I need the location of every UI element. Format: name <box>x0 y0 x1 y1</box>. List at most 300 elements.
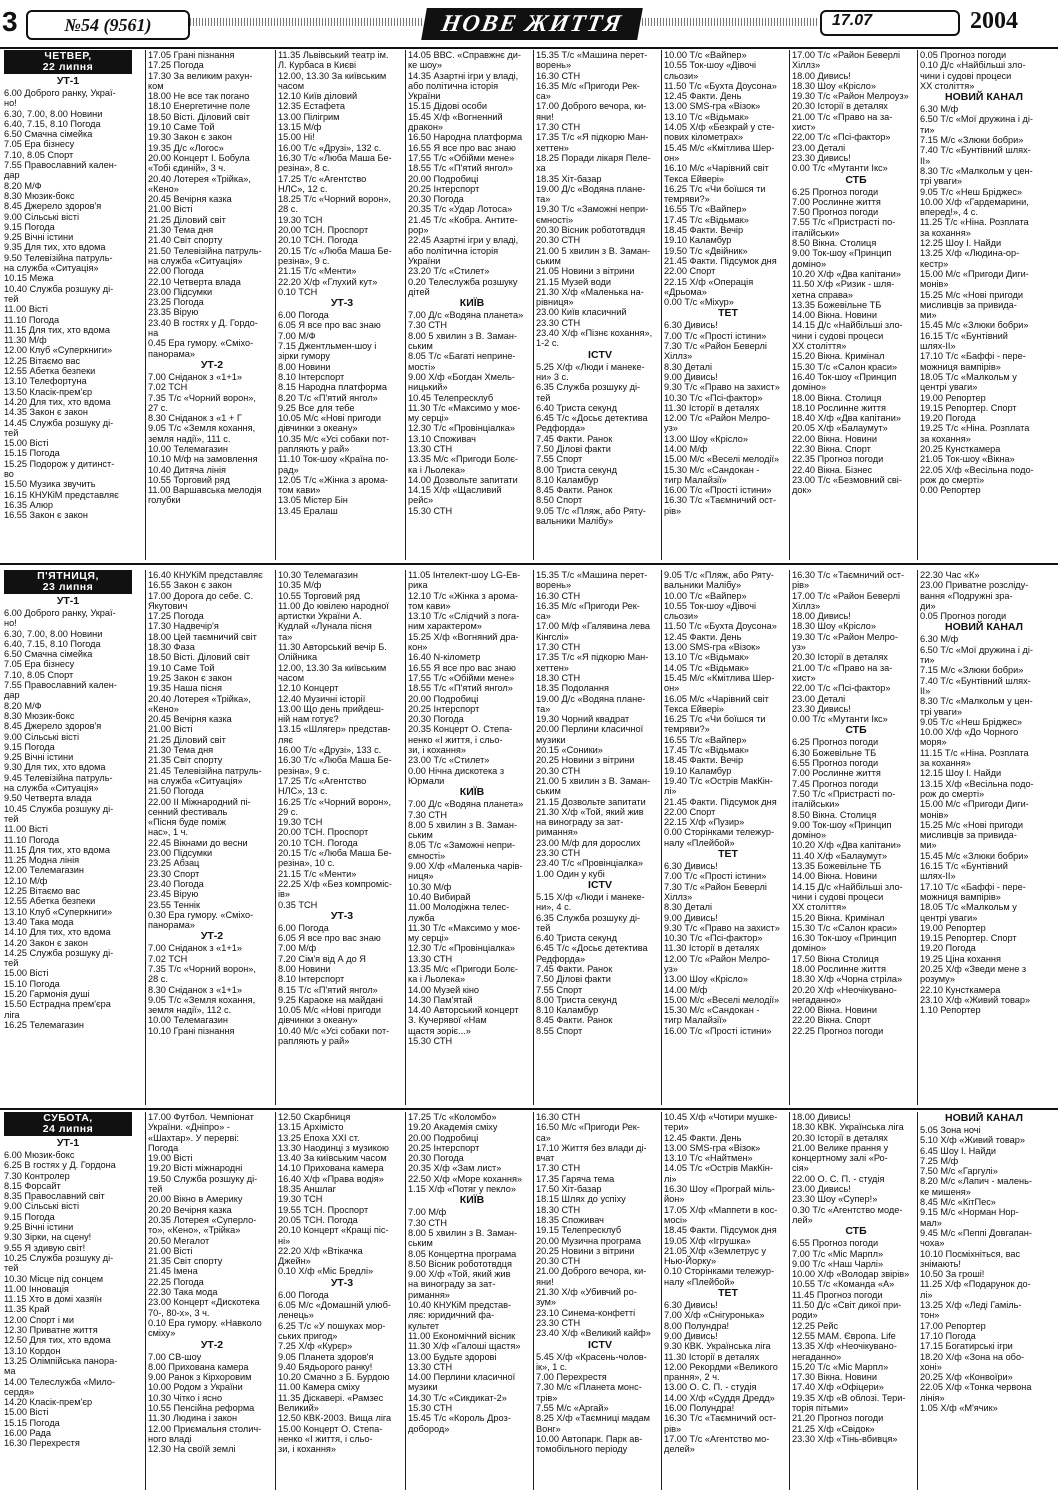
page-number: 3 <box>2 6 18 37</box>
program-line: 18.00 Цей таємничий світ <box>148 631 257 642</box>
program-line: 12.30 Т/с «Провінціалка» <box>408 943 515 954</box>
program-line: 15.20 Гармонія душі <box>4 988 90 999</box>
program-line: ським <box>408 341 433 352</box>
program-line: 21.00 Вісті <box>148 724 193 735</box>
program-line: 12.50 Скарбниця <box>278 1112 351 1122</box>
program-line: 10.35 М/ф <box>278 580 322 591</box>
program-line: 18.15 Шлях до успіху <box>536 1194 626 1205</box>
program-line: 18.45 Факти. Підсумок дня <box>664 1225 777 1236</box>
program-line: 7.02 ТСН <box>148 382 188 393</box>
listing-column <box>408 570 536 1105</box>
program-line: 23.00 Київ класичний <box>536 307 627 318</box>
program-line: ми» <box>920 840 937 851</box>
program-line: 18.30 СТН <box>536 1204 581 1215</box>
program-line: 6.50 Т/с «Мої дружина і ді- <box>920 644 1033 655</box>
program-line: лінія» <box>920 1392 945 1403</box>
program-line: Джейн» <box>278 1256 311 1267</box>
program-line: або політична історія <box>408 245 499 256</box>
program-line: 17.30 СТН <box>536 122 581 133</box>
program-line: 14.10 Прихована камера <box>278 1163 384 1174</box>
program-line: 20.35 Т/с «Удар Лотоса» <box>408 204 513 215</box>
program-line: 6.50 Смачна сімейка <box>4 649 93 660</box>
program-line: йон» <box>664 1194 685 1205</box>
program-line: 15.00 М/с «Пригоди Диги- <box>920 268 1029 279</box>
program-line: 11.30 Історії в деталях <box>664 943 760 954</box>
program-line: 12.40 Музичні історії <box>278 693 366 704</box>
program-line: ІІ» <box>920 685 931 696</box>
program-line: 22.20 Х/ф «Втікачка <box>278 1245 363 1256</box>
program-line: 15.10 Погода <box>4 978 60 989</box>
program-line: 14.00 Перлини класичної <box>408 1372 516 1383</box>
program-line: на служба «Ситуація» <box>4 263 99 274</box>
program-line: знімають! <box>920 1258 961 1269</box>
program-line: 10.40 КНУКіМ представ- <box>408 1300 512 1311</box>
program-line: 0.45 Ера гумору. «Сміхо- <box>148 338 254 349</box>
program-line: 9.05 Т/с «Земля кохання, <box>148 423 256 434</box>
program-line: 5.10 Х/ф «Живий товар» <box>920 1135 1025 1146</box>
program-line: 13.00 Будьте здорові <box>408 1351 497 1362</box>
program-line: 11.50 Т/с «Бухта Доусона» <box>664 80 777 91</box>
program-line: 10.55 Т/с «Команда «А» <box>792 1279 895 1290</box>
program-line: тей <box>4 813 19 824</box>
program-line: 16.00 Т/с «Прості істини» <box>664 485 772 496</box>
program-line: 7.50 Ділові факти <box>536 443 611 454</box>
program-line: 7.35 Т/с «Чорний ворон», <box>148 392 256 403</box>
program-line: 0.10 Ера гумору. «Навколо <box>148 1317 262 1328</box>
program-line: 17.25 Т/с «Агентство <box>278 775 367 786</box>
program-line: 10.40 Служба розшуку ді- <box>4 283 114 294</box>
program-line: 0.00 Т/с «Мутанти Ікс» <box>792 714 888 725</box>
program-line: тей <box>4 1263 19 1274</box>
program-line: 7.25 М/ф <box>920 1155 959 1166</box>
program-line: хист» <box>792 122 816 133</box>
program-line: 17.55 Т/с «Обійми мене» <box>408 672 515 683</box>
program-line: 7.40 Т/с «Бунтівний шлях- <box>920 675 1031 686</box>
program-line: 9.00 Ток-шоу «Принцип <box>792 819 892 830</box>
program-line: 11.00 Вісті <box>4 824 48 835</box>
program-line: 16.55 Я все про вас знаю <box>408 662 516 673</box>
program-line: 15.00 М/с «Веселі мелодії» <box>664 454 780 465</box>
day-header: ЧЕТВЕР, 22 липня <box>4 50 132 74</box>
program-line: 13.15 М/ф <box>278 122 322 133</box>
program-line: 20.30 Історії в деталях <box>792 652 888 663</box>
program-line: ма <box>4 1366 16 1377</box>
program-line: 13.10 Клуб «Суперкниги» <box>4 906 113 917</box>
program-line: 6.45 Т/с «Досьє детектива <box>536 943 648 954</box>
program-line: 12.00 Т/с «Район Мелро- <box>664 953 770 964</box>
day-section-saturday <box>0 1112 1058 1490</box>
program-line: резіна», 9 с. <box>278 255 330 266</box>
program-line: 23.00 Деталі <box>792 142 846 153</box>
program-line: на служба «Ситуація» <box>148 775 243 786</box>
program-line: Кудлай «Лунала пісня <box>278 621 372 632</box>
program-line: 15.45 Х/ф «Вогненний <box>408 111 503 122</box>
program-line: 13.40 За київським часом <box>278 1153 387 1164</box>
program-line: 7.00 М/ф <box>408 1207 447 1218</box>
program-line: 8.20 Т/с «П'ятий янгол» <box>278 392 378 403</box>
program-line: 13.35 Х/ф «Неочікувано- <box>792 1341 897 1352</box>
program-line: 18.50 Вісті. Діловий світ <box>148 652 250 663</box>
program-line: чини і судові процеси <box>792 891 884 902</box>
channel-heading: ТЕТ <box>718 848 738 861</box>
program-line: 12.30 Т/с «Провінціалка» <box>408 423 515 434</box>
program-line: прання», 2 ч. <box>664 1372 720 1383</box>
program-line: 21.00 5 хвилин з В. Заман- <box>536 775 651 786</box>
channel-heading: ICTV <box>588 878 612 891</box>
program-line: 6.25 В гостях у Д. Гордона <box>4 1160 116 1171</box>
program-line: 13.00 SMS-гра «Візок» <box>664 101 761 112</box>
program-line: 16.15 КНУКіМ представляє <box>4 489 119 500</box>
program-line: 9.25 Вічні істини <box>4 1222 74 1233</box>
program-line: 9.25 Караоке на майдані <box>278 994 383 1005</box>
program-line: 18.30 Шоу «Крісло» <box>792 621 877 632</box>
program-line: чини і судові процеси <box>920 70 1012 81</box>
program-line: 6.40 Триста секунд <box>536 933 617 944</box>
program-line: 23.20 Т/с «Стилет» <box>408 266 490 277</box>
program-line: 7.00 Д/с «Водяна планета» <box>408 310 524 321</box>
program-line: 17.00 Репортер <box>920 1320 986 1331</box>
program-line: 0.00 Нічна дискотека з <box>408 765 505 776</box>
program-line: 9.40 Бядьорого ранку! <box>278 1361 373 1372</box>
program-line: 10.50 За гроші! <box>920 1269 985 1280</box>
program-line: 20.05 Х/ф «Балаумут» <box>792 423 888 434</box>
program-line: 10.30 Чітко і ясно <box>148 1392 223 1403</box>
listing-column <box>664 570 792 1105</box>
program-line: 19.30 ТСН <box>278 214 323 225</box>
program-line: панорама» <box>148 348 196 359</box>
channel-heading: ICTV <box>588 348 612 361</box>
program-line: 14.15 Х/ф «Щасливий <box>408 485 502 496</box>
program-line: 17.05 Х/ф «Маппети в кос- <box>664 1204 778 1215</box>
program-line: 8.15 Народна платформа <box>278 382 387 393</box>
program-line: 16.40 N-кілометр <box>408 652 481 663</box>
program-line: ським <box>536 786 561 797</box>
program-line: 19.30 Т/с «Район Мелро- <box>792 631 898 642</box>
program-line: 6.00 Погода <box>278 922 329 933</box>
program-line: 13.10 Т/с «Відьмак» <box>664 111 749 122</box>
program-line: 8.50 Вікна. Столиця <box>792 238 877 249</box>
program-line: резіна», 9 с. <box>278 765 330 776</box>
program-line: 14.35 Закон є закон <box>4 407 88 418</box>
program-line: 16.30 Т/с «Таємничий ост- <box>792 570 905 580</box>
program-line: 0.00 Сторінками тележур- <box>664 827 775 838</box>
program-line: 18.10 Рослинне життя <box>792 402 886 413</box>
program-line: 21.00 5 хвилин з В. Заман- <box>536 245 651 256</box>
program-line: 21.45 Факти. Підсумок дня <box>664 796 777 807</box>
program-line: 16.30 Перехрестя <box>4 1438 80 1449</box>
program-line: 7.20 Сім'я від А до Я <box>278 953 366 964</box>
program-line: 20.15 Т/с «Люба Маша Бе- <box>278 848 392 859</box>
column-divider <box>145 1112 146 1490</box>
listing-column <box>4 570 132 1105</box>
program-line: мосі» <box>664 1214 688 1225</box>
listing-column <box>408 50 536 560</box>
program-line: сміху» <box>148 1328 176 1339</box>
program-line: док» <box>792 485 812 496</box>
program-line: та» <box>278 631 293 642</box>
program-line: 20.25 Інтерспорт <box>408 1142 480 1153</box>
program-line: 23.00 Деталі <box>792 693 846 704</box>
program-line: лі» <box>664 1173 677 1184</box>
program-line: 11.15 Т/с «Ніна. Розплата <box>920 747 1029 758</box>
program-line: вчат <box>536 1153 555 1164</box>
program-line: ка і Льолека» <box>408 974 466 985</box>
program-line: 22.50 Х/ф «Море кохання» <box>408 1173 523 1184</box>
program-line: 16.35 М/с «Пригоди Рек- <box>536 80 640 91</box>
program-line: 16.30 СТН <box>536 70 581 81</box>
program-line: 13.00 Що день прийдеш- <box>278 703 384 714</box>
program-line: 28 с. <box>278 204 298 215</box>
program-line: во <box>4 468 14 479</box>
program-line: 6.35 Служба розшуку ді- <box>536 382 641 393</box>
program-line: 22.15 Х/ф «Операція <box>664 276 754 287</box>
day-header: П'ЯТНИЦЯ, 23 липня <box>4 570 132 594</box>
program-line: 12.45 Факти. День <box>664 631 742 642</box>
program-line: 20.10 ТСН. Погода <box>278 837 358 848</box>
program-line: хоні» <box>920 1361 942 1372</box>
program-line: ХХ століття» <box>792 341 847 352</box>
program-line: 7.55 Православний кален- <box>4 160 117 171</box>
program-line: 11.15 Хто в домі хазяїн <box>4 1294 102 1305</box>
program-line: 9.15 М/с «Норман Нор- <box>920 1207 1019 1218</box>
program-line: 20.30 СТН <box>536 765 581 776</box>
program-line: 16.35 Алюр <box>4 499 54 510</box>
paper-logo: НОВЕ ЖИТТЯ <box>421 8 643 40</box>
program-line: 1.15 Х/ф «Потяг у пекло» <box>408 1184 516 1195</box>
program-line: 11.30 Х/ф «Галоші щастя» <box>408 1341 521 1352</box>
program-line: 0.10 Х/ф «Міс Бредлі» <box>278 1266 374 1277</box>
program-line: 20.30 Погода <box>408 1153 464 1164</box>
program-line: 8.45 Джерело здоров'я <box>4 201 102 212</box>
program-line: 19.30 ТСН <box>278 1194 323 1205</box>
program-line: ським <box>408 830 433 841</box>
program-line: 21.00 Доброго вечора, ки- <box>536 1266 647 1277</box>
program-line: 13.25 Х/ф «Леді Гаміль- <box>920 1300 1022 1311</box>
program-line: ни» 3 с. <box>536 371 569 382</box>
program-line: 20.00 Перлини класичної <box>536 724 644 735</box>
program-line: 20.30 Історії в деталях <box>792 1132 888 1143</box>
program-line: ських пригод» <box>278 1330 338 1341</box>
program-line: 11.40 Х/ф «Балаумут» <box>792 850 888 861</box>
program-line: 8.05 Т/с «Багаті неприне- <box>408 351 516 362</box>
program-line: 15.25 М/с «Нові пригоди <box>920 289 1023 300</box>
program-line: уз» <box>664 423 678 434</box>
masthead-hatch-right <box>642 18 818 26</box>
program-line: Хіллз» <box>664 891 693 902</box>
program-line: Редфорда» <box>536 423 586 434</box>
program-line: 8.00 5 хвилин з В. Заман- <box>408 330 518 341</box>
program-line: 21.25 Діловий світ <box>148 214 226 225</box>
program-line: зи, і кохання» <box>278 1444 337 1455</box>
program-line: 10.30 Телемагазин <box>278 570 358 580</box>
program-line: 8.00 Новини <box>278 361 331 372</box>
program-line: 18.00 Вікна. Столиця <box>792 392 882 403</box>
listing-column <box>536 1112 664 1490</box>
program-line: 7.00 Д/с «Водяна планета» <box>408 799 524 810</box>
program-line: 17.00 Т/с «Район Беверлі <box>792 50 900 60</box>
program-line: 12.05 Т/с «Жінка з арома- <box>278 474 389 485</box>
program-line: 9.00 Х/ф «Той, який жив <box>408 1269 511 1280</box>
program-line: 12.45 Факти. День <box>664 91 742 102</box>
issue-number: №54 (9561) <box>26 10 190 40</box>
program-line: 10.55 Ток-шоу «Дівочі <box>664 600 757 611</box>
program-line: хист» <box>792 672 816 683</box>
program-line: ти» <box>920 655 935 666</box>
program-line: лужба <box>408 912 435 923</box>
program-line: яни! <box>536 111 554 122</box>
program-line: 23.00 Т/с «Стилет» <box>408 755 490 766</box>
channel-heading: НОВИЙ КАНАЛ <box>945 91 1023 104</box>
program-line: 21.15 Т/с «Менти» <box>278 266 357 277</box>
program-line: 15.15 Дідові особи <box>408 101 488 112</box>
program-line: 7.30 Контролер <box>4 1170 70 1181</box>
program-line: 17.25 Т/с «Коломбо» <box>408 1112 497 1122</box>
program-line: 12.00, 13.30 За київським <box>278 70 387 81</box>
program-line: 1-2 с. <box>536 338 559 349</box>
program-line: дар <box>4 690 20 701</box>
day-header: СУБОТА, 24 липня <box>4 1112 132 1136</box>
program-line: 19.00 Репортер <box>920 922 986 933</box>
program-line: 13.00 Пілігрим <box>278 111 340 122</box>
program-line: 20.35 Концерт О. Степа- <box>408 724 513 735</box>
program-line: 19.55 ТСН. Проспорт <box>278 1204 369 1215</box>
program-line: 21.00 Вісті <box>148 204 193 215</box>
program-line: 11.50 Т/с «Бухта Доусона» <box>664 621 777 632</box>
program-line: 17.45 Т/с «Відьмак» <box>664 745 749 756</box>
program-line: уз» <box>792 642 806 653</box>
program-line: 17.45 Т/с «Відьмак» <box>664 214 749 225</box>
program-line: можниця вампірів» <box>920 891 1001 902</box>
program-line: 0.30 Т/с «Агентство моде- <box>792 1204 903 1215</box>
section-rule <box>0 563 1058 565</box>
program-line: но! <box>4 98 17 109</box>
program-line: 16.30 Ток-шоу «Принцип <box>792 933 897 944</box>
program-line: 12.55 Абетка безпеки <box>4 366 96 377</box>
program-line: 16.10 М/с «Чарівний світ <box>664 163 769 174</box>
program-line: 20.20 Х/ф «Неочікувано- <box>792 984 897 995</box>
program-line: 17.50 Хіт-базар <box>536 1184 602 1195</box>
program-line: 8.00 5 хвилин з В. Заман- <box>408 819 518 830</box>
program-line: 8.30 Мюзик-бокс <box>4 710 75 721</box>
program-line: 7.00 Сніданок з «1+1» <box>148 371 242 382</box>
program-line: 23.30 СТН <box>536 1317 581 1328</box>
program-line: шлях-ІІ» <box>920 341 956 352</box>
program-line: 7.30 Т/с «Район Беверлі <box>664 341 767 352</box>
program-line: 18.45 Факти. Вечір <box>664 225 744 236</box>
program-line: 21.35 Світ спорту <box>148 1256 223 1267</box>
program-line: 11.35 Діскавері. «Рамзес <box>278 1392 384 1403</box>
program-line: 10.00 Х/ф «Володар звірів» <box>792 1269 910 1280</box>
program-line: 9.30 Т/с «Право на захист» <box>664 382 780 393</box>
program-line: 20.00 Вікно в Америку <box>148 1194 243 1205</box>
program-line: 23.30 Дивись! <box>792 152 851 163</box>
program-line: 9.15 Погода <box>4 1211 55 1222</box>
program-line: 16.30 СТН <box>536 590 581 601</box>
program-line: 15.30 Т/с «Салон краси» <box>792 922 898 933</box>
program-line: 15.30 СТН <box>408 505 453 516</box>
program-line: 10.05 М/с «Нові пригоди <box>278 1005 381 1016</box>
program-line: 12.10 Концерт <box>278 683 339 694</box>
channel-heading: КИЇВ <box>459 786 485 799</box>
program-line: 23.30 Х/ф «Тінь-вбивця» <box>792 1433 898 1444</box>
program-line: тей <box>536 922 551 933</box>
listing-column <box>536 50 664 560</box>
program-line: 22.25 Погода <box>148 1276 204 1287</box>
program-line: Великий» <box>278 1403 319 1414</box>
program-line: 9.35 Для тих, хто вдома <box>4 242 106 253</box>
program-line: 9.05 Т/с «Неш Бріджес» <box>920 186 1023 197</box>
program-line: ленець» <box>278 1310 314 1321</box>
program-line: 14.20 Класік-прем'єр <box>4 1397 93 1408</box>
program-line: 9.00 Т/с «Наш Чарлі» <box>792 1258 884 1269</box>
program-line: 12.00 Рекордми «Великого <box>664 1361 778 1372</box>
program-line: 16.40 КНУКіМ представляє <box>148 570 263 580</box>
program-line: 15.15 Погода <box>4 448 60 459</box>
program-line: 7.30 М/с «Планета монс- <box>536 1382 642 1393</box>
program-line: 10.10 Грані пізнання <box>148 1025 235 1036</box>
program-line: 20.25 Інтерспорт <box>408 183 480 194</box>
program-line: 13.00 Шоу «Крісло» <box>664 974 749 985</box>
program-line: 7.30 СТН <box>408 809 448 820</box>
program-line: 16.40 Х/ф «Права водія» <box>278 1173 384 1184</box>
program-line: 21.30 Х/ф «Той, який жив <box>536 806 644 817</box>
program-line: 7.45 Факти. Ранок <box>536 433 613 444</box>
program-line: 18.30 Х/ф «Чорна стріла» <box>792 974 903 985</box>
program-line: сльози» <box>664 70 699 81</box>
program-line: 17.30 СТН <box>536 642 581 653</box>
program-line: Хіллз» <box>792 600 821 611</box>
program-line: 22.20 Х/ф «Глухий кут» <box>278 276 378 287</box>
program-line: 21.30 Тема дня <box>148 745 214 756</box>
listing-column <box>664 50 792 560</box>
program-line: 17.10 Погода <box>920 1330 976 1341</box>
program-line: 15.00 Ні! <box>278 132 315 143</box>
listing-column <box>278 50 406 560</box>
program-line: 11.25 Х/ф «Подарунок до- <box>920 1279 1031 1290</box>
program-line: 7.30 Т/с «Район Беверлі <box>664 881 767 892</box>
program-line: Текса Ейвері» <box>664 703 724 714</box>
program-line: 6.05 М/с «Домашній улюб- <box>278 1300 391 1311</box>
program-line: 21.35 Світ спорту <box>148 755 223 766</box>
program-line: 19.15 Репортер. Спорт <box>920 933 1017 944</box>
program-line: НЛС», 12 с. <box>278 183 328 194</box>
program-line: 13.10 Телефортуна <box>4 376 87 387</box>
program-line: пових кілометрах» <box>664 132 744 143</box>
program-line: 15.45 М/с «Злюки бобри» <box>920 320 1029 331</box>
program-line: 10.00 Т/с «Вайпер» <box>664 590 747 601</box>
program-line: 22.00 Т/с «Псі-фактор» <box>792 132 891 143</box>
program-line: 8.10 Інтерспорт <box>278 371 345 382</box>
program-line: земля надії», 112 с. <box>148 1005 232 1016</box>
program-line: 19.00 Д/с «Водяна плане- <box>536 693 646 704</box>
program-line: 22.25 Прогноз погоди <box>792 1025 884 1036</box>
program-line: 8.30 Деталі <box>664 361 713 372</box>
program-line: 21.30 Х/ф «Маленька на- <box>536 286 644 297</box>
program-line: 17.25 Погода <box>148 611 204 622</box>
program-line: 8.50 Вікна. Столиця <box>792 809 877 820</box>
program-line: 19.35 Д/с «Логос» <box>148 142 224 153</box>
program-line: 10.40 Дитяча лінія <box>148 464 227 475</box>
program-line: 23.40 В гостях у Д. Гордо- <box>148 317 258 328</box>
program-line: 20.00 Подробиці <box>408 693 479 704</box>
program-line: 8.30 Сніданок з «1+1» <box>148 984 242 995</box>
program-line: 22.40 Вікна. Бізнес <box>792 464 873 475</box>
column-divider <box>145 570 146 1105</box>
program-line: Текса Ейвері» <box>664 173 724 184</box>
listing-column <box>920 50 1048 560</box>
program-line: України <box>408 91 441 102</box>
program-line: 10.45 Телепресклуб <box>408 392 494 403</box>
